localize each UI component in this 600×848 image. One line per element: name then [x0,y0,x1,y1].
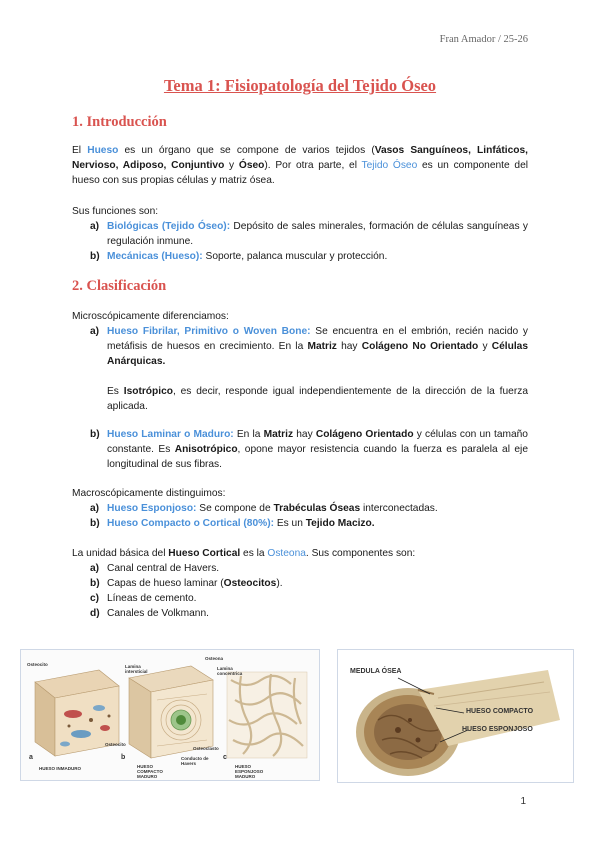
list-item-lineas: c) Líneas de cemento. [90,593,197,604]
label-b: b [121,754,126,761]
list-item-mecanicas: b) Mecánicas (Hueso): Soporte, palanca muscular y protección. [90,251,388,262]
list-item-biologicas: a) Biológicas (Tejido Óseo): Depósito de sales minerales, formación de células sanguíneas y regulación inmune. [90,221,528,247]
intro-paragraph: El Hueso es un órgano que se compone de varios tejidos (Vasos Sanguíneos, Linfáticos, Nervioso, Adiposo, Conjuntivo y Óseo). Por otra parte, el Tejido Óseo es un componente del hueso con sus propias células y matriz ósea. [72,145,529,186]
paragraph-isotropico: Es Isotrópico, es decir, responde igual independientemente de la dirección de la fuerza aplicada. [107,386,528,412]
compact-bone-block [129,666,213,758]
bone-tissue-illustration [21,650,319,780]
page-number: 1 [520,796,526,807]
label-osteocito: Osteocito [105,742,126,747]
spongy-bone-block [227,672,307,758]
label-osteoclasto: Osteoclasto [193,746,219,751]
label-a: a [29,754,33,761]
label-conducto-havers: Conducto de Havers [181,756,209,766]
bone-tissue-figure [20,649,320,781]
header-author-date: Fran Amador / 25-26 [439,34,528,45]
funciones-label: Sus funciones son: [72,206,159,217]
list-item-volkmann: d) Canales de Volkmann. [90,608,209,619]
page-title: Tema 1: Fisiopatología del Tejido Óseo [163,76,437,95]
list-item-hueso-esponjoso: a) Hueso Esponjoso: Se compone de Trabéculas Óseas interconectadas. [90,503,438,514]
section-heading-clasificacion: 2. Clasificación [72,278,167,294]
label-lamina-intersticial: Lamina intersticial [125,664,148,674]
list-item-capas: b) Capas de hueso laminar (Osteocitos). [90,578,283,589]
caption-hueso-esponjoso-maduro: HUESO ESPONJOSO MADURO [235,764,264,779]
label-medula-osea: MEDULA ÓSEA [350,668,402,675]
label-hueso-compacto: HUESO COMPACTO [466,708,534,715]
label-osteona: Osteona [205,656,224,661]
unidad-basica-paragraph: La unidad básica del Hueso Cortical es la Osteona. Sus componentes son: [72,548,416,559]
micro-label: Microscópicamente diferenciamos: [72,311,229,322]
caption-hueso-inmaduro: HUESO INMADURO [39,766,82,771]
list-item-hueso-compacto: b) Hueso Compacto o Cortical (80%): Es un Tejido Macizo. [90,518,375,529]
label-c: c [223,754,227,761]
list-item-havers: a) Canal central de Havers. [90,563,220,574]
list-item-hueso-laminar: b) Hueso Laminar o Maduro: En la Matriz hay Colágeno Orientado y células con un tamaño constante. Es Anisotrópico, opone mayor resistencia cuando la fuerza es paralela al eje longitudinal de sus fibras. [90,429,528,470]
label-hueso-esponjoso: HUESO ESPONJOSO [462,726,533,733]
list-item-hueso-fibrilar: a) Hueso Fibrilar, Primitivo o Woven Bone: Se encuentra en el embrión, recién nacido y metáfisis de huesos en crecimiento. En la Matriz hay Colágeno No Orientado y Células Anárquicas. [90,326,529,367]
caption-hueso-compacto-maduro: HUESO COMPACTO MADURO [137,764,163,779]
label-osteocito-top: Osteocito [27,662,48,667]
bone-section-figure [337,649,574,783]
section-heading-introduccion: 1. Introducción [72,114,167,130]
label-lamina-concentrica: Lamina concentrica [217,666,243,676]
macro-label: Macroscópicamente distinguimos: [72,488,226,499]
